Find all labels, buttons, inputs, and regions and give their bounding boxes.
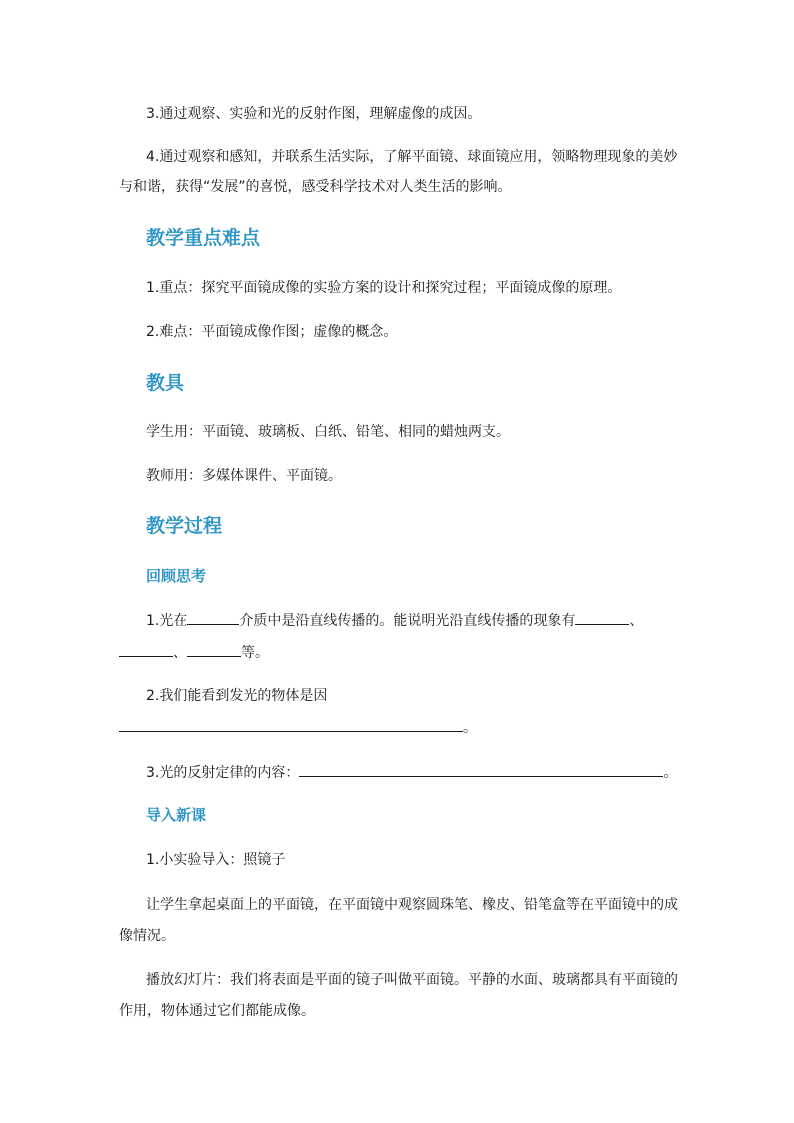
q3-end: 。 bbox=[663, 765, 678, 781]
review-question-3 bbox=[146, 762, 677, 783]
tools-students: 学生用：平面镜、玻璃板、白纸、铅笔、相同的蜡烛两支。 bbox=[146, 424, 510, 440]
q1-blank-phenomenon-3[interactable] bbox=[187, 642, 241, 657]
review-question-1-line2 bbox=[119, 642, 269, 663]
key-point-1: 1.重点：探究平面镜成像的实验方案的设计和探究过程；平面镜成像的原理。 bbox=[146, 280, 622, 296]
process-heading: 教学过程 bbox=[146, 515, 223, 537]
q1-blank-phenomenon-2[interactable] bbox=[119, 642, 173, 657]
objective-item-4-line1: 4.通过观察和感知，并联系生活实际，了解平面镜、球面镜应用，领略物理现象的美妙 bbox=[146, 149, 678, 165]
objective-item-3: 3.通过观察、实验和光的反射作图，理解虚像的成因。 bbox=[146, 106, 482, 122]
review-question-2-line1: 2.我们能看到发光的物体是因 bbox=[146, 688, 328, 704]
review-question-1-line1 bbox=[146, 610, 643, 631]
intro-paragraph-1-line2: 像情况。 bbox=[119, 928, 175, 944]
intro-paragraph-2-line2: 作用，物体通过它们都能成像。 bbox=[119, 1003, 315, 1019]
q1-text-a: 1.光在 bbox=[146, 613, 188, 629]
q1-text-e: 等。 bbox=[241, 645, 269, 661]
tools-teacher: 教师用：多媒体课件、平面镜。 bbox=[146, 468, 342, 484]
intro-paragraph-1-line1: 让学生拿起桌面上的平面镜，在平面镜中观察圆珠笔、橡皮、铅笔盒等在平面镜中的成 bbox=[146, 897, 678, 913]
q1-blank-phenomenon-1[interactable] bbox=[575, 610, 629, 625]
review-heading: 回顾思考 bbox=[146, 567, 207, 585]
q2-end: 。 bbox=[463, 720, 477, 736]
tools-heading: 教具 bbox=[146, 372, 185, 394]
q1-text-d: 、 bbox=[173, 645, 187, 661]
q2-blank-answer[interactable] bbox=[119, 717, 463, 732]
key-points-heading: 教学重点难点 bbox=[146, 227, 261, 249]
review-question-2-line2 bbox=[119, 717, 477, 738]
objective-item-4-line2: 与和谐，获得“发展”的喜悦，感受科学技术对人类生活的影响。 bbox=[119, 179, 512, 195]
intro-item-1: 1.小实验导入：照镜子 bbox=[146, 852, 286, 868]
q3-blank-answer[interactable] bbox=[299, 762, 663, 777]
q1-text-c: 、 bbox=[629, 613, 644, 629]
intro-heading: 导入新课 bbox=[146, 806, 207, 824]
q3-label: 3.光的反射定律的内容： bbox=[146, 765, 300, 781]
key-point-2: 2.难点：平面镜成像作图；虚像的概念。 bbox=[146, 324, 398, 340]
q1-text-b: 介质中是沿直线传播的。能说明光沿直线传播的现象有 bbox=[239, 613, 576, 629]
intro-paragraph-2-line1: 播放幻灯片：我们将表面是平面的镜子叫做平面镜。平静的水面、玻璃都具有平面镜的 bbox=[146, 972, 678, 988]
q1-blank-medium[interactable] bbox=[187, 610, 239, 625]
